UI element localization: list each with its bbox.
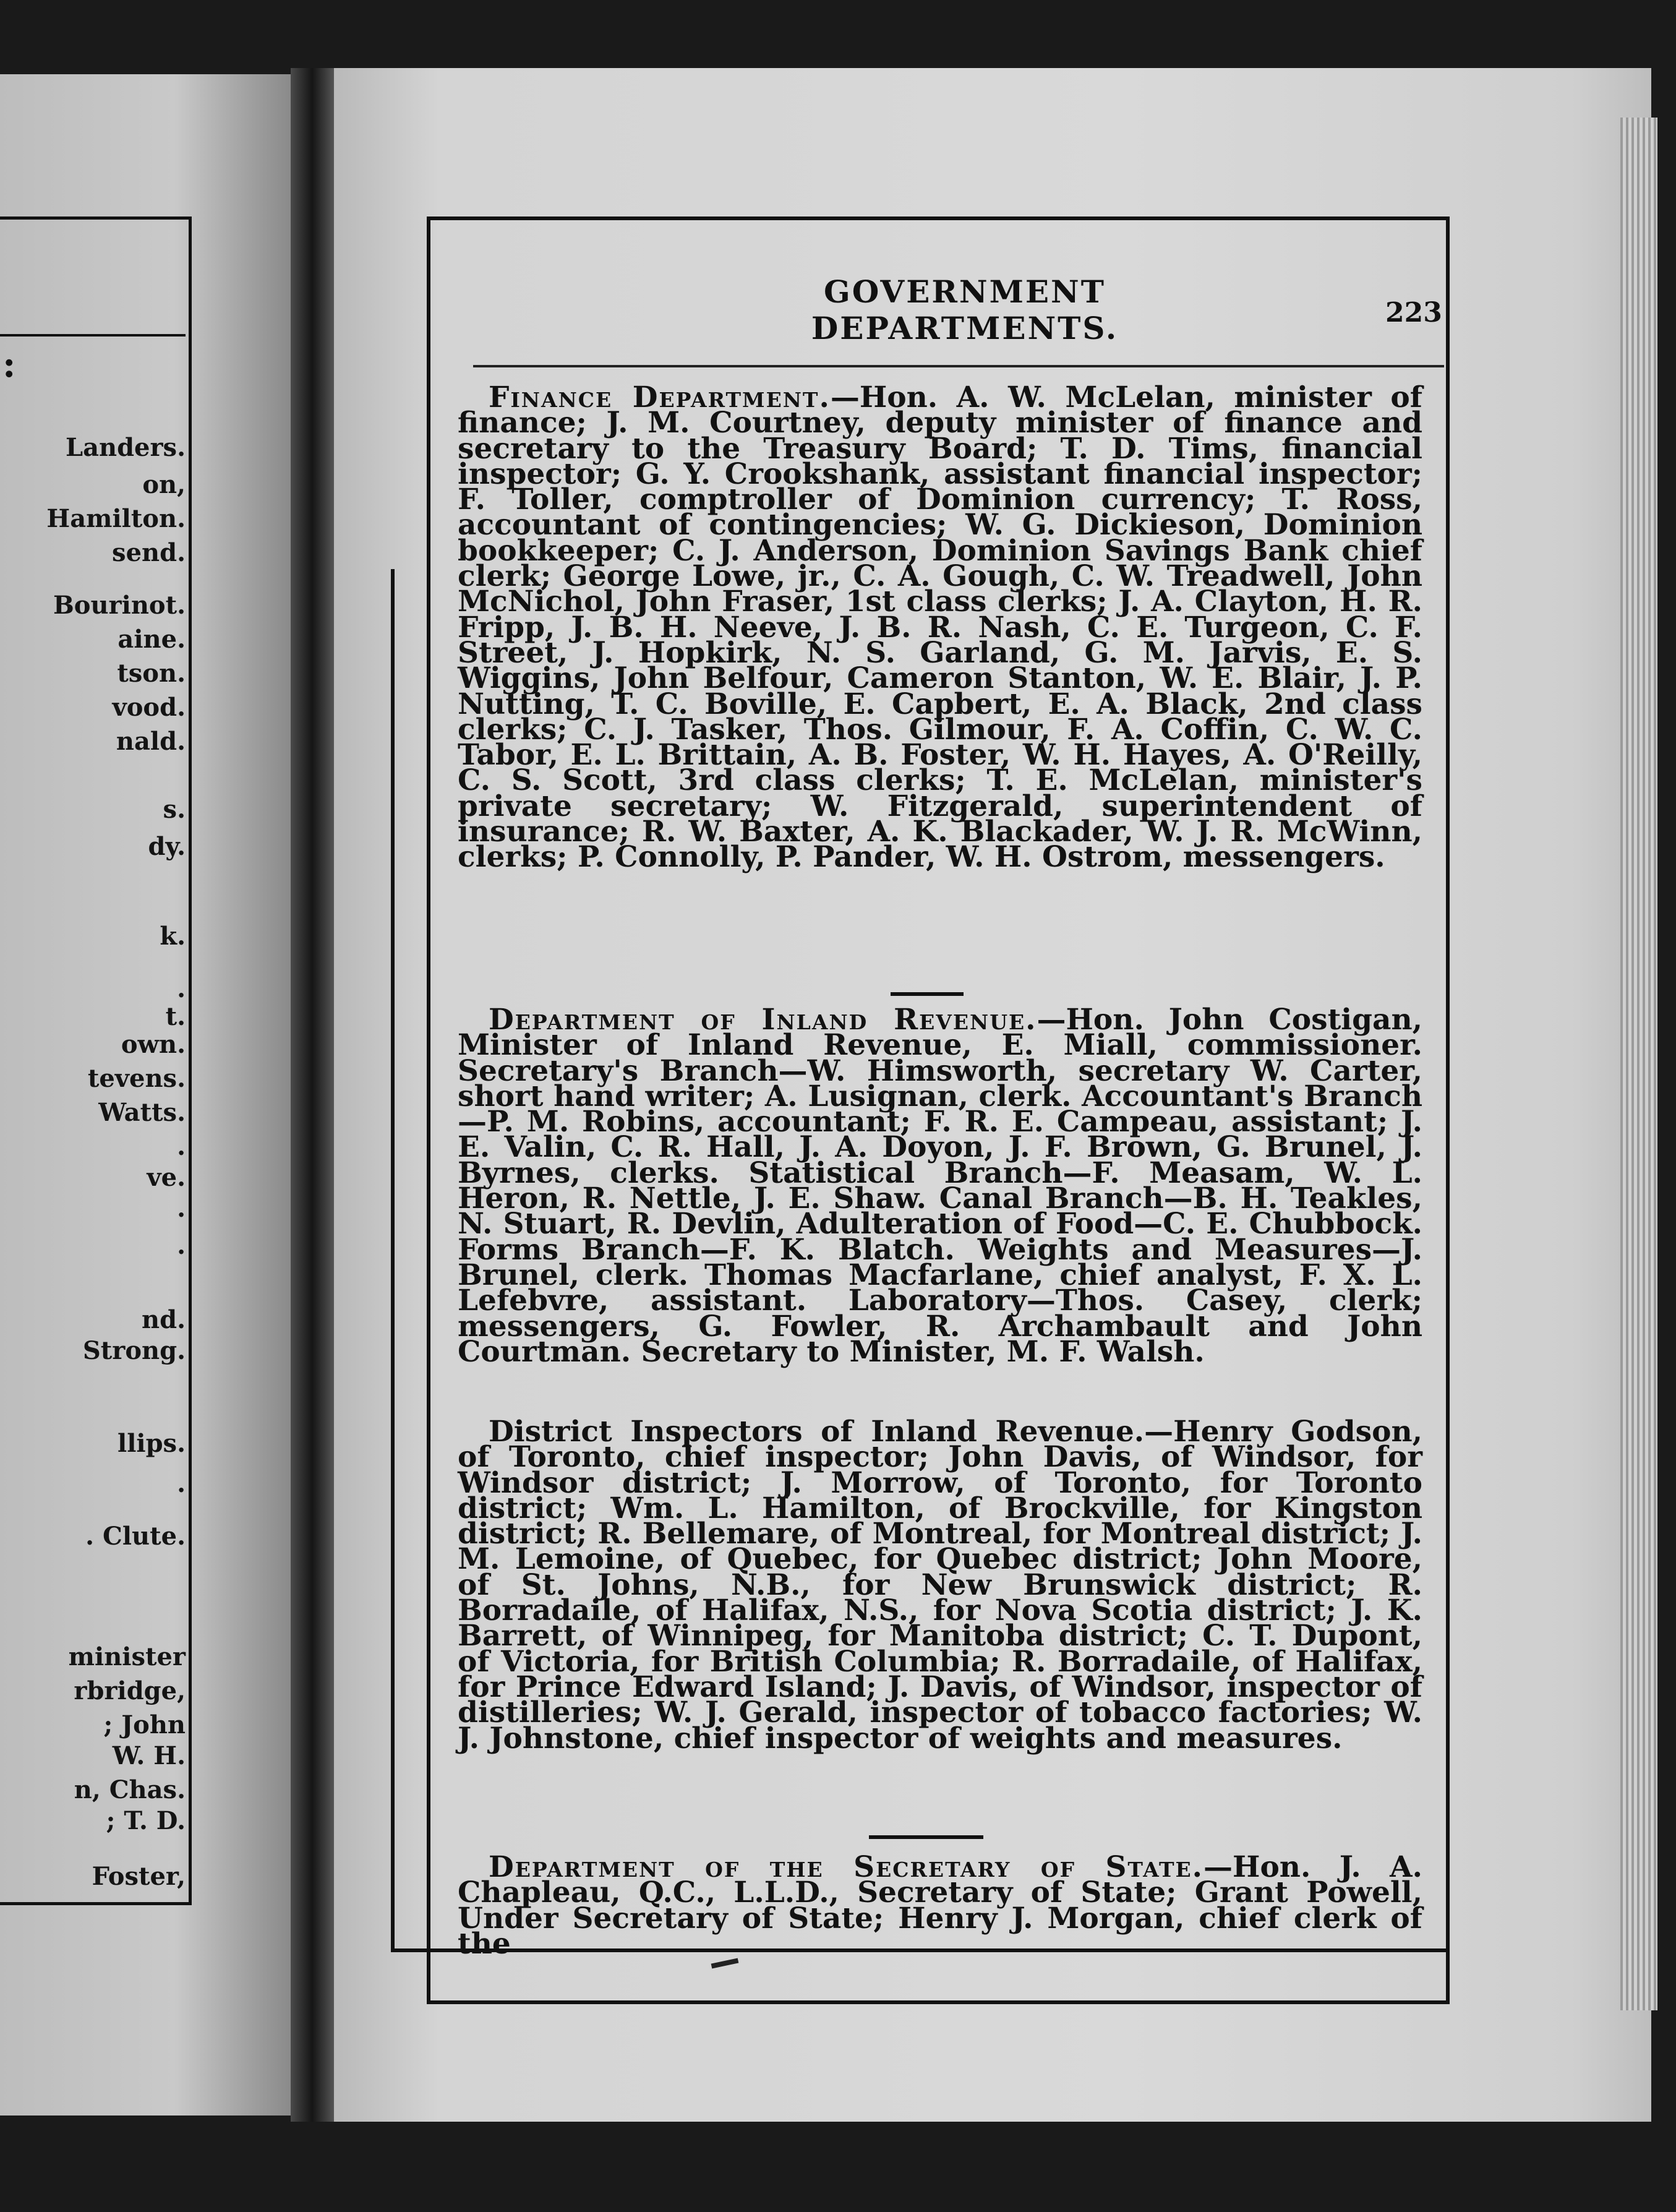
left-page-fragment: tevens. — [87, 1064, 186, 1093]
running-head: GOVERNMENT DEPARTMENTS. — [811, 273, 1119, 346]
left-page-fragment: own. — [121, 1030, 186, 1059]
left-page-fragment: s. — [163, 795, 186, 824]
page-border-left-shadow — [391, 569, 395, 1952]
finance-department-entry — [458, 380, 1422, 875]
page-edges — [1620, 118, 1657, 2010]
left-page-fragment: dy. — [148, 832, 186, 861]
secretary-of-state-text: —Hon. J. A. Chapleau, Q.C., L.L.D., Secretary of State; Grant Powell, Under Secretary of State; Henry J. Morgan, chief clerk of the — [458, 1850, 1422, 1961]
section-divider — [869, 1835, 983, 1839]
left-page-fragment: aine. — [118, 625, 186, 654]
left-page-fragment: on, — [142, 470, 186, 499]
left-page-fragment: Bourinot. — [53, 591, 186, 620]
left-page-fragment: nd. — [142, 1305, 186, 1334]
secretary-of-state-heading: Department of the Secretary of State. — [489, 1850, 1204, 1884]
left-page-fragment: . — [177, 1132, 186, 1161]
left-page-fragment: ve. — [147, 1163, 186, 1192]
header-rule — [473, 365, 1444, 367]
page-number: 223 — [1385, 297, 1442, 328]
inland-revenue-text: —Hon. John Costigan, Minister of Inland Revenue, E. Miall, commissioner. Secretary's Branch—W. Himsworth, secretary W. Carter, short hand writer; A. Lusignan, clerk. Accountant's Branch—P. M. Robins, accountant; F. R. E. Campeau, assistant; J. E. Valin, C. R. Hall, J. A. Doyon, J. F. Brown, G. Brunel, J. Byrnes, clerks. Statistical Branch—F. Measam, W. L. Heron, R. Nettle, J. E. Shaw. Canal Branch—B. H. Teakles, N. Stuart, R. Devlin, Adulteration of Food—C. E. Chubbock. Forms Branch—F. K. Blatch. Weights and Measures—J. Brunel, clerk. Thomas Macfarlane, chief analyst, F. X. L. Lefebvre, assistant. Laboratory—Thos. Casey, clerk; messengers, G. Fowler, R. Archambault and John Courtman. Secretary to Minister, M. F. Walsh. — [458, 1003, 1422, 1369]
secretary-of-state-entry — [458, 1850, 1422, 1961]
finance-department-heading: Finance Department. — [489, 380, 831, 414]
left-page-fragment: Hamilton. — [46, 504, 186, 533]
inland-revenue-entry — [458, 1003, 1422, 1369]
left-page-fragment: Watts. — [98, 1098, 186, 1127]
left-page-fragment: vood. — [112, 693, 186, 722]
left-page-fragment: . — [177, 1194, 186, 1223]
left-page-fragment: . — [177, 1231, 186, 1260]
section-divider — [891, 992, 964, 996]
left-page-fragment: ; T. D. — [106, 1806, 186, 1835]
left-page-fragment: Foster, — [92, 1862, 186, 1891]
left-page-fragment: tson. — [117, 659, 186, 688]
left-page-rule — [0, 334, 186, 337]
left-page-fragment: W. H. — [112, 1741, 186, 1770]
left-page-colon: : — [2, 343, 16, 385]
inland-revenue-heading: Department of Inland Revenue. — [489, 1003, 1037, 1037]
left-page-fragment: Landers. — [65, 433, 186, 462]
left-page-fragment: Strong. — [82, 1336, 186, 1365]
left-page-fragment: k. — [160, 922, 186, 951]
left-page-fragment: minister — [68, 1642, 186, 1671]
left-page-fragment: n, Chas. — [74, 1775, 186, 1804]
district-inspectors-entry: District Inspectors of Inland Revenue.—Henry Godson, of Toronto, chief inspector; John Davis, of Windsor, for Windsor district; J. Morrow, of Toronto, for Toronto district; Wm. L. Hamilton, of Brockville, for Kingston district; R. Bellemare, of Montreal, for Montreal district; J. M. Lemoine, of Quebec, for Quebec district; John Moore, of St. Johns, N.B., for New Brunswick district; R. Borradaile, of Halifax, N.S., for Nova Scotia district; J. K. Barrett, of Winnipeg, for Manitoba district; C. T. Dupont, of Victoria, for British Columbia; R. Borradaile, of Halifax, for Prince Edward Island; J. Davis, of Windsor, inspector of distilleries; W. J. Gerald, inspector of tobacco factories; W. J. Johnstone, chief inspector of weights and measures. — [458, 1415, 1422, 1755]
left-page-fragment: send. — [112, 538, 186, 567]
left-page-fragment: . — [177, 974, 186, 1003]
book-gutter — [291, 68, 334, 2122]
left-page-fragment: ; John — [103, 1710, 186, 1739]
left-page-fragment: llips. — [118, 1429, 186, 1458]
left-page-fragment: rbridge, — [74, 1676, 186, 1705]
left-page-fragment: t. — [165, 1002, 186, 1031]
left-page-fragment: . — [177, 1469, 186, 1498]
left-page-fragment: nald. — [116, 727, 186, 756]
finance-department-text: —Hon. A. W. McLelan, minister of finance; J. M. Courtney, deputy minister of finance and secretary to the Treasury Board; T. D. Tims, financial inspector; G. Y. Crookshank, assistant financial inspector; F. Toller, comptroller of Dominion currency; T. Ross, accountant of contingencies; W. G. Dickieson, Dominion bookkeeper; C. J. Anderson, Dominion Savings Bank chief clerk; George Lowe, jr., C. A. Gough, C. W. Treadwell, John McNichol, John Fraser, 1st class clerks; J. A. Clayton, H. R. Fripp, J. B. H. Neeve, J. B. R. Nash, C. E. Turgeon, C. F. Street, J. Hopkirk, N. S. Garland, G. M. Jarvis, E. S. Wiggins, John Belfour, Cameron Stanton, W. E. Blair, J. P. Nutting, T. C. Boville, E. Capbert, E. A. Black, 2nd class clerks; C. J. Tasker, Thos. Gilmour, F. A. Coffin, C. W. C. Tabor, E. L. Brittain, A. B. Foster, W. H. Hayes, A. O'Reilly, C. S. Scott, 3rd class clerks; T. E. McLelan, minister's private secretary; W. Fitzgerald, superintendent of insurance; R. W. Baxter, A. K. Blackader, W. J. R. McWinn, clerks; P. Connolly, P. Pander, W. H. Ostrom, messengers. — [458, 380, 1422, 875]
left-page-fragment: . Clute. — [85, 1522, 186, 1551]
